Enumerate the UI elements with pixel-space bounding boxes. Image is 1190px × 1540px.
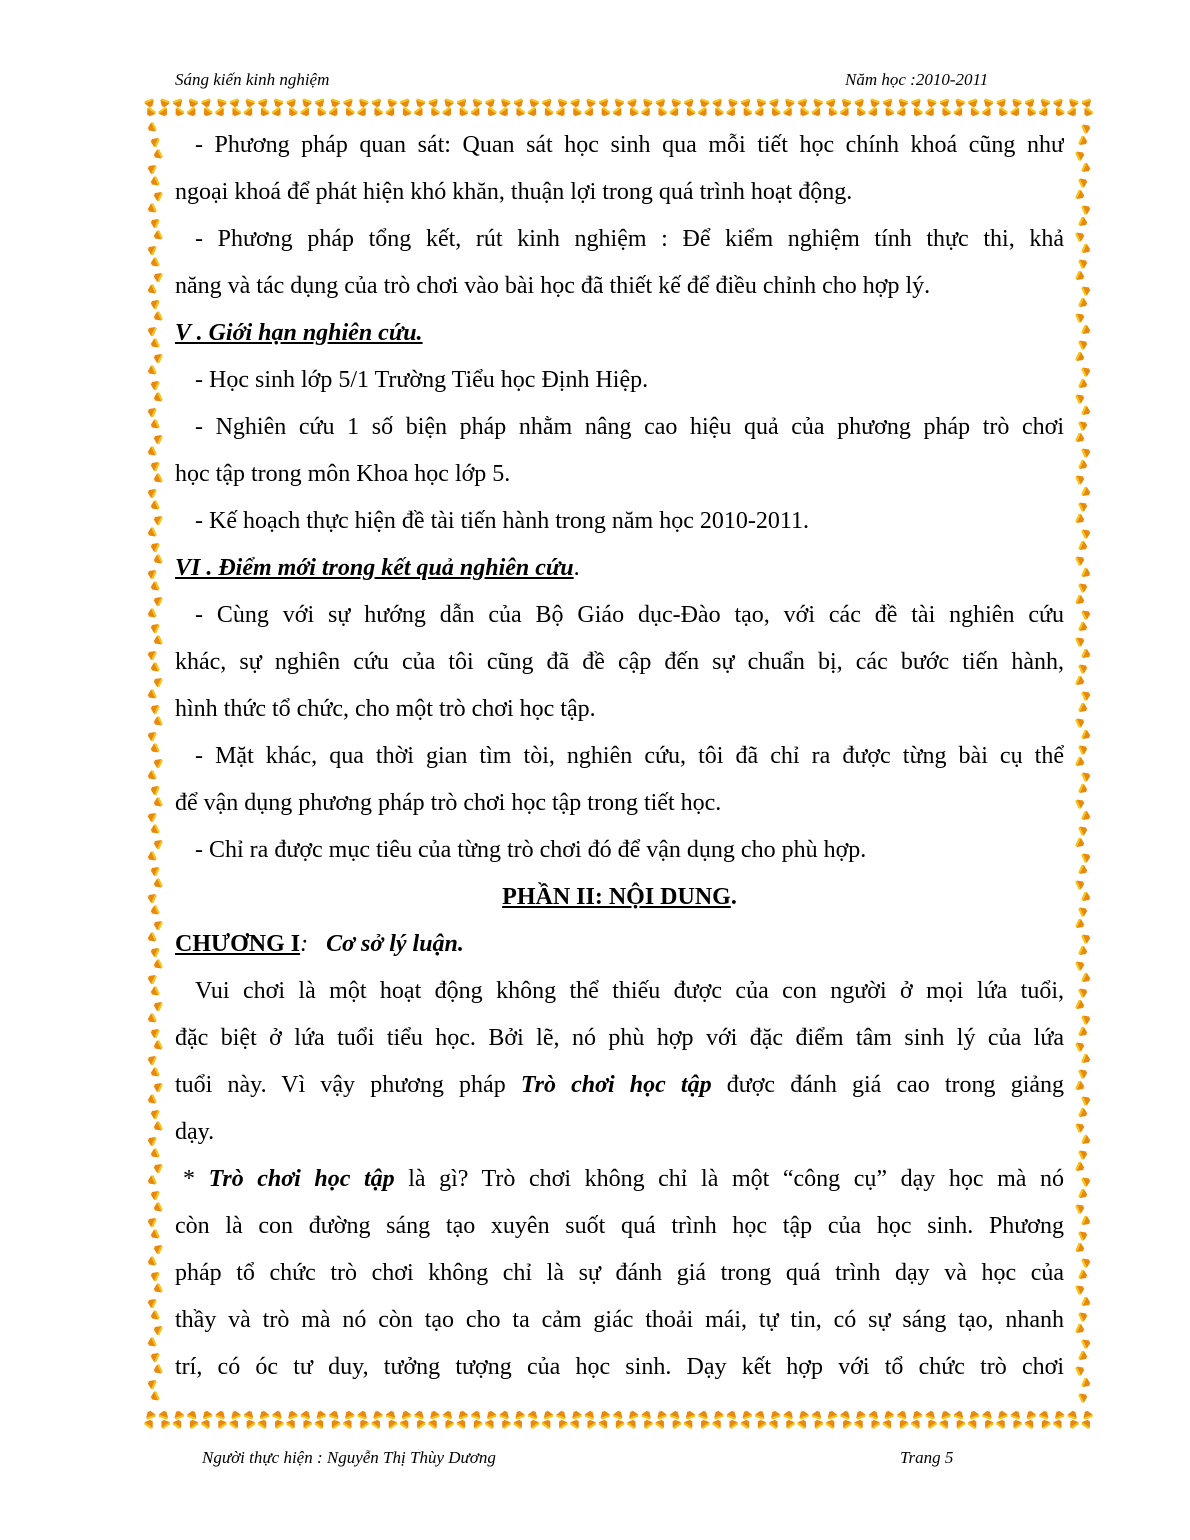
paragraph-line: đặc biệt ở lứa tuổi tiểu học. Bởi lẽ, nó phù hợp với đặc điểm tâm sinh lý của lứa <box>175 1025 1064 1051</box>
section-heading-vi: VI . Điểm mới trong kết quả nghiên cứu. <box>175 555 580 581</box>
paragraph-line: trí, có óc tư duy, tưởng tượng của học sinh. Dạy kết hợp với tổ chức trò chơi <box>175 1354 1064 1380</box>
paragraph-line: - Cùng với sự hướng dẫn của Bộ Giáo dục-Đào tạo, với các đề tài nghiên cứu <box>195 602 1064 628</box>
paragraph-line: - Phương pháp tổng kết, rút kinh nghiệm : Để kiểm nghiệm tính thực thi, khả <box>195 226 1064 252</box>
paragraph-line: thầy và trò mà nó còn tạo cho ta cảm giác thoải mái, tự tin, có sự sáng tạo, nhanh <box>175 1307 1064 1333</box>
paragraph-line: hình thức tổ chức, cho một trò chơi học tập. <box>175 696 596 722</box>
paragraph-line: học tập trong môn Khoa học lớp 5. <box>175 461 511 487</box>
paragraph-line: - Phương pháp quan sát: Quan sát học sinh qua mỗi tiết học chính khoá cũng như <box>195 132 1064 158</box>
paragraph-line: ngoại khoá để phát hiện khó khăn, thuận lợi trong quá trình hoạt động. <box>175 179 853 205</box>
paragraph-line: còn là con đường sáng tạo xuyên suốt quá trình học tập của học sinh. Phương <box>175 1213 1064 1239</box>
paragraph-line: khác, sự nghiên cứu của tôi cũng đã đề cập đến sự chuẩn bị, các bước tiến hành, <box>175 649 1064 675</box>
chapter-heading: CHƯƠNG I: Cơ sở lý luận. <box>175 931 464 957</box>
part-title: PHẦN II: NỘI DUNG. <box>502 884 737 910</box>
paragraph-line: - Chỉ ra được mục tiêu của từng trò chơi đó để vận dụng cho phù hợp. <box>195 837 867 863</box>
header-title: Sáng kiến kinh nghiệm <box>175 70 330 89</box>
paragraph-line: pháp tổ chức trò chơi không chỉ là sự đánh giá trong quá trình dạy và học của <box>175 1260 1064 1286</box>
header-school-year: Năm học :2010-2011 <box>845 70 989 89</box>
page-body <box>175 122 1064 1391</box>
paragraph-line: - Học sinh lớp 5/1 Trường Tiểu học Định Hiệp. <box>195 367 649 393</box>
paragraph-line: năng và tác dụng của trò chơi vào bài học đã thiết kế để điều chỉnh cho hợp lý. <box>175 273 931 299</box>
paragraph-line: để vận dụng phương pháp trò chơi học tập trong tiết học. <box>175 790 722 816</box>
paragraph-line: tuổi này. Vì vậy phương pháp Trò chơi học tập được đánh giá cao trong giảng <box>175 1072 1064 1098</box>
paragraph-line: dạy. <box>175 1119 215 1145</box>
section-heading-v: V . Giới hạn nghiên cứu. <box>175 320 423 346</box>
paragraph-line: * Trò chơi học tập là gì? Trò chơi không chỉ là một “công cụ” dạy học mà nó <box>183 1166 1064 1192</box>
footer-author: Người thực hiện : Nguyễn Thị Thùy Dương <box>202 1448 496 1467</box>
paragraph-line: - Mặt khác, qua thời gian tìm tòi, nghiên cứu, tôi đã chỉ ra được từng bài cụ thể <box>195 743 1064 769</box>
paragraph-line: - Nghiên cứu 1 số biện pháp nhằm nâng cao hiệu quả của phương pháp trò chơi <box>195 414 1064 440</box>
paragraph-line: Vui chơi là một hoạt động không thể thiếu được của con người ở mọi lứa tuổi, <box>195 978 1064 1004</box>
paragraph-line: - Kế hoạch thực hiện đề tài tiến hành trong năm học 2010-2011. <box>195 508 809 534</box>
footer-page-number: Trang 5 <box>900 1448 954 1467</box>
